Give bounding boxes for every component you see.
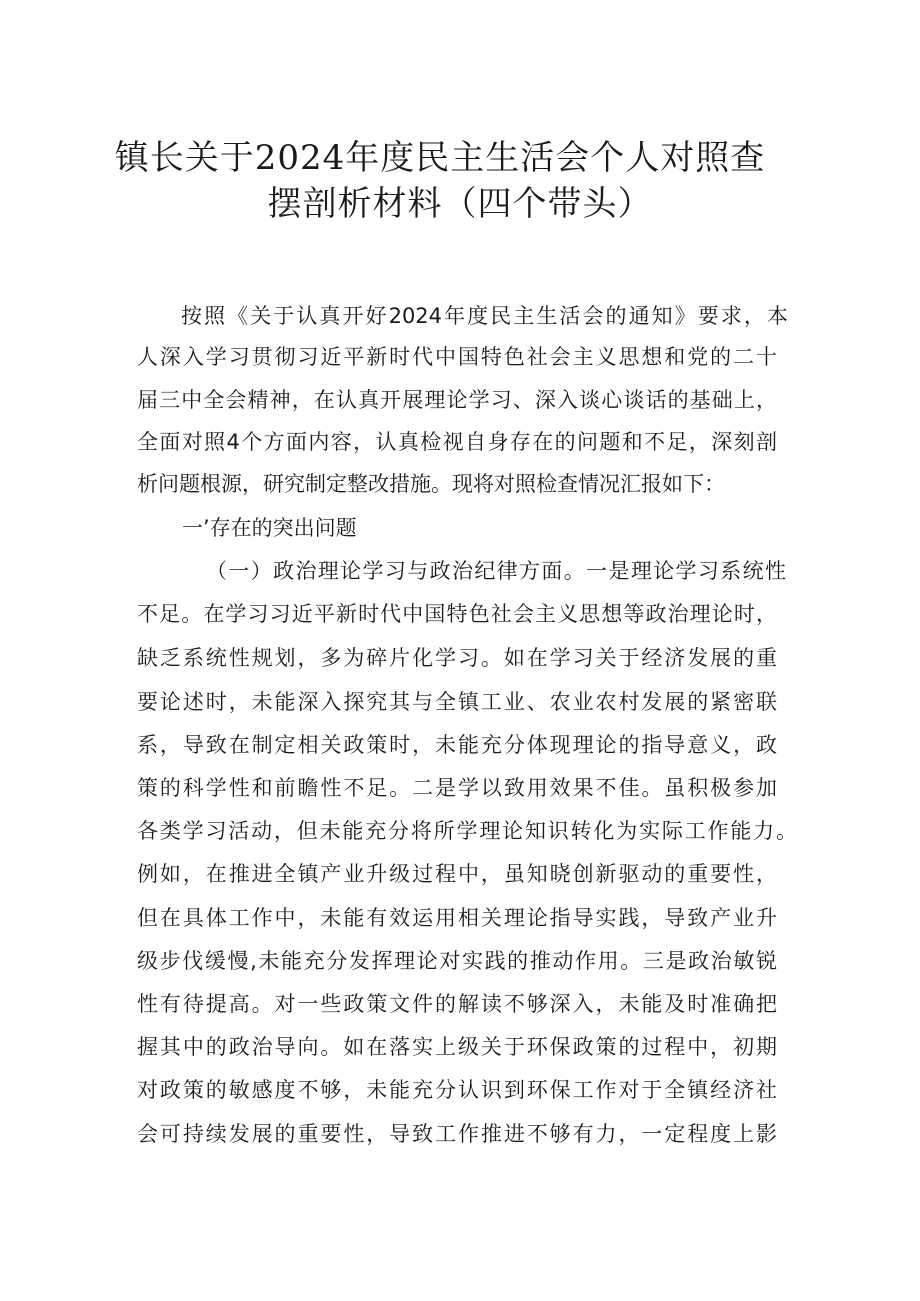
body-line-4: 全面对照4个方面内容，认真检视自身存在的问题和不足，深刻剖 — [137, 430, 777, 454]
body-line-10: 要论述时，未能深入探究其与全镇工业、农业农村发展的紧密联 — [137, 690, 777, 714]
body-line-18: 握其中的政治导向。如在落实上级关于环保政策的过程中，初期 — [137, 1035, 777, 1059]
section-heading-1: 一’存在的突出问题 — [182, 516, 357, 540]
body-line-5: 析问题根源，研究制定整改措施。现将对照检查情况汇报如下： — [137, 472, 725, 496]
body-line-20: 会可持续发展的重要性，导致工作推进不够有力，一定程度上影 — [137, 1122, 777, 1146]
body-line-9: 缺乏系统性规划，多为碎片化学习。如在学习关于经济发展的重 — [137, 646, 777, 670]
body-line-2: 人深入学习贯彻习近平新时代中国特色社会主义思想和党的二十 — [137, 345, 777, 369]
body-line-14: 例如，在推进全镇产业升级过程中，虽知晓创新驱动的重要性， — [137, 862, 777, 886]
body-line-19: 对政策的敏感度不够，未能充分认识到环保工作对于全镇经济社 — [137, 1078, 777, 1102]
body-line-1: 按照《关于认真开好2024年度民主生活会的通知》要求，本 — [181, 304, 788, 328]
document-title-line-2: 摆剖析材料（四个带头） — [267, 184, 653, 224]
body-line-12: 策的科学性和前瞻性不足。二是学以致用效果不佳。虽积极参加 — [137, 776, 777, 800]
body-line-16: 级步伐缓慢,未能充分发挥理论对实践的推动作用。三是政治敏锐 — [137, 949, 777, 973]
document-title-line-1: 镇长关于2024年度民主生活会个人对照查 — [114, 138, 766, 178]
body-line-11: 系，导致在制定相关政策时，未能充分体现理论的指导意义，政 — [137, 733, 777, 757]
body-line-8: 不足。在学习习近平新时代中国特色社会主义思想等政治理论时， — [137, 602, 777, 626]
body-line-17: 性有待提高。对一些政策文件的解读不够深入，未能及时准确把 — [137, 992, 777, 1016]
body-line-13: 各类学习活动，但未能充分将所学理论知识转化为实际工作能力。 — [137, 819, 797, 843]
body-line-7: （一）政治理论学习与政治纪律方面。一是理论学习系统性 — [206, 559, 786, 583]
body-line-3: 届三中全会精神，在认真开展理论学习、深入谈心谈话的基础上， — [137, 388, 777, 412]
body-line-15: 但在具体工作中，未能有效运用相关理论指导实践，导致产业升 — [137, 906, 777, 930]
